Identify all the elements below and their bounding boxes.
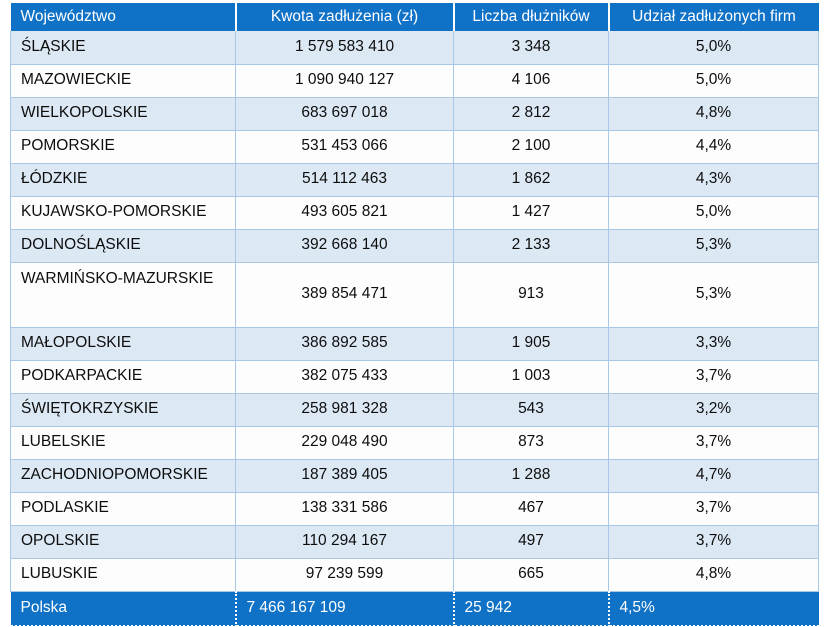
cell-debtor-count: 4 106 xyxy=(454,64,609,97)
cell-share: 3,7% xyxy=(609,525,819,558)
column-header-debtor-count[interactable]: Liczba dłużników xyxy=(454,3,609,31)
cell-region: LUBELSKIE xyxy=(11,426,236,459)
regional-debt-table xyxy=(10,3,819,627)
cell-debtor-count: 1 288 xyxy=(454,459,609,492)
cell-debtor-count: 1 427 xyxy=(454,196,609,229)
cell-debtor-count: 2 100 xyxy=(454,130,609,163)
table-body xyxy=(11,31,819,626)
cell-region: KUJAWSKO-POMORSKIE xyxy=(11,196,236,229)
cell-amount: 514 112 463 xyxy=(236,163,454,196)
cell-region: PODLASKIE xyxy=(11,492,236,525)
cell-debtor-count: 873 xyxy=(454,426,609,459)
table-summary-row xyxy=(11,591,819,626)
cell-region: ŁÓDZKIE xyxy=(11,163,236,196)
cell-share: 3,3% xyxy=(609,327,819,360)
table-header xyxy=(11,3,819,31)
table-row xyxy=(11,130,819,163)
debt-table-container xyxy=(10,3,818,627)
cell-region: ŚLĄSKIE xyxy=(11,31,236,64)
cell-amount: 258 981 328 xyxy=(236,393,454,426)
table-row xyxy=(11,558,819,591)
table-row xyxy=(11,492,819,525)
table-row xyxy=(11,229,819,262)
table-row xyxy=(11,360,819,393)
summary-share: 4,5% xyxy=(609,591,819,626)
cell-share: 3,2% xyxy=(609,393,819,426)
cell-share: 5,3% xyxy=(609,229,819,262)
cell-amount: 493 605 821 xyxy=(236,196,454,229)
cell-share: 5,0% xyxy=(609,64,819,97)
cell-region: WIELKOPOLSKIE xyxy=(11,97,236,130)
summary-debtor-count: 25 942 xyxy=(454,591,609,626)
cell-share: 4,8% xyxy=(609,558,819,591)
cell-share: 4,8% xyxy=(609,97,819,130)
cell-share: 5,0% xyxy=(609,196,819,229)
column-header-share[interactable]: Udział zadłużonych firm xyxy=(609,3,819,31)
cell-debtor-count: 1 862 xyxy=(454,163,609,196)
cell-debtor-count: 2 133 xyxy=(454,229,609,262)
table-row xyxy=(11,31,819,64)
cell-share: 5,0% xyxy=(609,31,819,64)
cell-amount: 97 239 599 xyxy=(236,558,454,591)
table-row xyxy=(11,163,819,196)
cell-amount: 1 579 583 410 xyxy=(236,31,454,64)
cell-amount: 229 048 490 xyxy=(236,426,454,459)
cell-amount: 389 854 471 xyxy=(236,262,454,327)
cell-region: PODKARPACKIE xyxy=(11,360,236,393)
table-row xyxy=(11,426,819,459)
table-row xyxy=(11,262,819,327)
cell-debtor-count: 913 xyxy=(454,262,609,327)
cell-amount: 110 294 167 xyxy=(236,525,454,558)
cell-amount: 382 075 433 xyxy=(236,360,454,393)
header-row xyxy=(11,3,819,31)
cell-amount: 187 389 405 xyxy=(236,459,454,492)
cell-region: ŚWIĘTOKRZYSKIE xyxy=(11,393,236,426)
table-row xyxy=(11,196,819,229)
table-row xyxy=(11,327,819,360)
cell-region: WARMIŃSKO-MAZURSKIE xyxy=(11,262,236,327)
cell-region: MAZOWIECKIE xyxy=(11,64,236,97)
cell-debtor-count: 467 xyxy=(454,492,609,525)
cell-amount: 386 892 585 xyxy=(236,327,454,360)
cell-debtor-count: 1 905 xyxy=(454,327,609,360)
table-row xyxy=(11,525,819,558)
table-row xyxy=(11,459,819,492)
cell-share: 5,3% xyxy=(609,262,819,327)
table-row xyxy=(11,97,819,130)
cell-region: MAŁOPOLSKIE xyxy=(11,327,236,360)
cell-amount: 1 090 940 127 xyxy=(236,64,454,97)
cell-share: 4,3% xyxy=(609,163,819,196)
cell-debtor-count: 3 348 xyxy=(454,31,609,64)
cell-debtor-count: 1 003 xyxy=(454,360,609,393)
summary-label: Polska xyxy=(11,591,236,626)
cell-region: OPOLSKIE xyxy=(11,525,236,558)
column-header-amount[interactable]: Kwota zadłużenia (zł) xyxy=(236,3,454,31)
table-row xyxy=(11,64,819,97)
cell-share: 3,7% xyxy=(609,492,819,525)
cell-debtor-count: 497 xyxy=(454,525,609,558)
summary-amount: 7 466 167 109 xyxy=(236,591,454,626)
column-header-region[interactable]: Województwo xyxy=(11,3,236,31)
cell-region: DOLNOŚLĄSKIE xyxy=(11,229,236,262)
cell-share: 3,7% xyxy=(609,426,819,459)
cell-share: 3,7% xyxy=(609,360,819,393)
cell-debtor-count: 665 xyxy=(454,558,609,591)
cell-amount: 683 697 018 xyxy=(236,97,454,130)
cell-region: ZACHODNIOPOMORSKIE xyxy=(11,459,236,492)
cell-amount: 531 453 066 xyxy=(236,130,454,163)
cell-share: 4,4% xyxy=(609,130,819,163)
cell-debtor-count: 543 xyxy=(454,393,609,426)
cell-region: LUBUSKIE xyxy=(11,558,236,591)
cell-amount: 138 331 586 xyxy=(236,492,454,525)
table-row xyxy=(11,393,819,426)
cell-amount: 392 668 140 xyxy=(236,229,454,262)
cell-debtor-count: 2 812 xyxy=(454,97,609,130)
cell-region: POMORSKIE xyxy=(11,130,236,163)
cell-share: 4,7% xyxy=(609,459,819,492)
